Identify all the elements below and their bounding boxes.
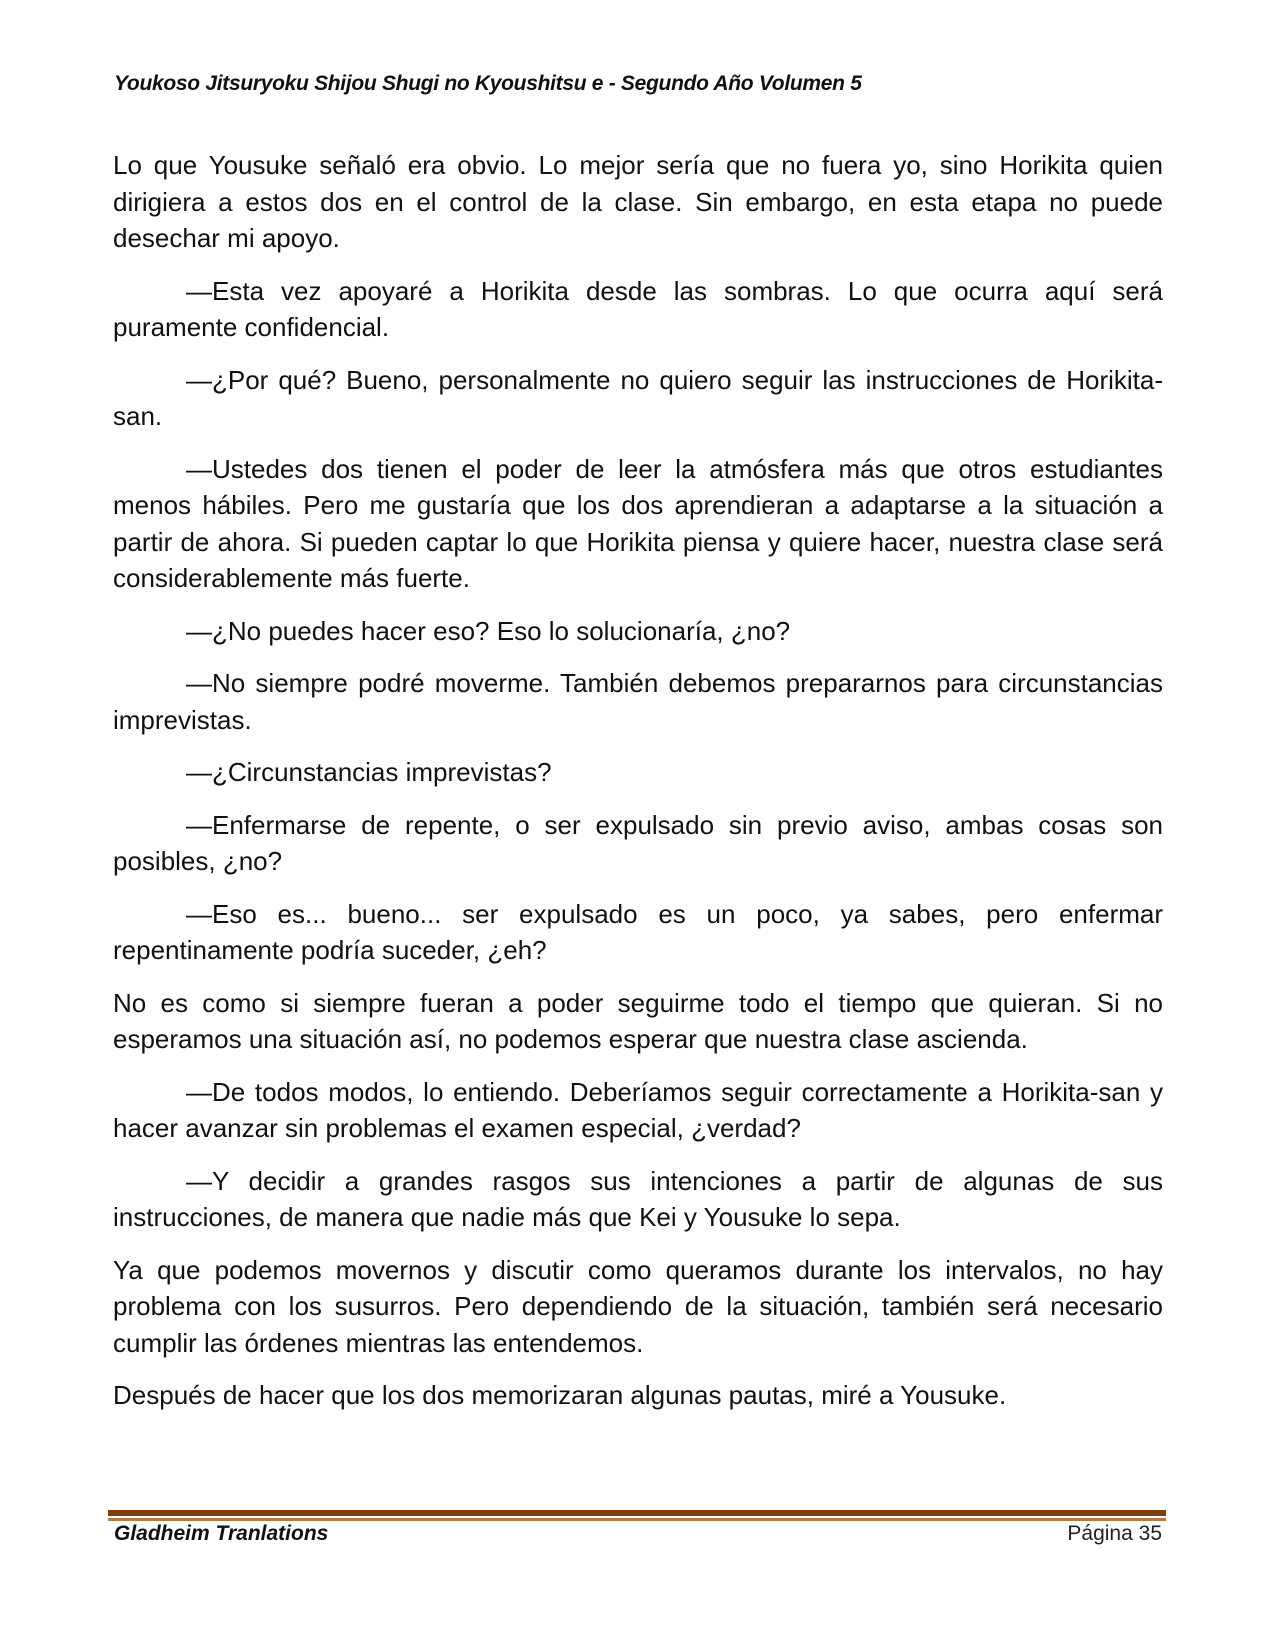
dialogue-paragraph: —Enfermarse de repente, o ser expulsado sin previo aviso, ambas cosas son posibles, ¿no? [113,809,1163,876]
page-number-value: 35 [1138,1522,1162,1545]
page-label: Página [1067,1522,1133,1545]
dialogue-paragraph: —Esta vez apoyaré a Horikita desde las sombras. Lo que ocurra aquí será puramente confidencial. [113,275,1163,342]
paragraph: No es como si siempre fueran a poder seguirme todo el tiempo que quieran. Si no esperamos una situación así, no podemos esperar que nuestra clase ascienda. [113,987,1163,1054]
footer-rule [108,1510,1166,1518]
paragraph: Después de hacer que los dos memorizaran algunas pautas, miré a Yousuke. [113,1380,1007,1410]
dialogue-paragraph: —De todos modos, lo entiendo. Deberíamos seguir correctamente a Horikita-san y hacer avanzar sin problemas el examen especial, ¿verdad? [113,1076,1163,1143]
running-header: Youkoso Jitsuryoku Shijou Shugi no Kyoushitsu e - Segundo Año Volumen 5 [114,72,862,95]
dialogue-paragraph: —¿No puedes hacer eso? Eso lo solucionaría, ¿no? [186,615,791,646]
page-body [113,147,1163,1430]
paragraph: Lo que Yousuke señaló era obvio. Lo mejor sería que no fuera yo, sino Horikita quien dirigiera a estos dos en el control de la clase. Sin embargo, en esta etapa no puede desechar mi apoyo. [113,150,1163,253]
dialogue-paragraph: —Y decidir a grandes rasgos sus intenciones a partir de algunas de sus instrucciones, de manera que nadie más que Kei y Yousuke lo sepa. [113,1165,1163,1232]
dialogue-paragraph: —Ustedes dos tienen el poder de leer la atmósfera más que otros estudiantes menos hábiles. Pero me gustaría que los dos aprendieran a adaptarse a la situación a partir de ahora. Si pueden captar lo que Horikita piensa y quiere hacer, nuestra clase será considerablemente más fuerte. [113,453,1163,593]
page-number [1067,1522,1162,1546]
dialogue-paragraph: —¿Por qué? Bueno, personalmente no quiero seguir las instrucciones de Horikita-san. [113,364,1163,431]
paragraph: Ya que podemos movernos y discutir como queramos durante los intervalos, no hay problema con los susurros. Pero dependiendo de la situación, también será necesario cumplir las órdenes mientras las entendemos. [113,1254,1163,1358]
footer-credit: Gladheim Tranlations [114,1522,329,1545]
dialogue-paragraph: —¿Circunstancias imprevistas? [186,757,552,787]
dialogue-paragraph: —Eso es... bueno... ser expulsado es un poco, ya sabes, pero enfermar repentinamente podría suceder, ¿eh? [113,898,1163,965]
dialogue-paragraph: —No siempre podré moverme. También debemos prepararnos para circunstancias imprevistas. [113,668,1163,735]
